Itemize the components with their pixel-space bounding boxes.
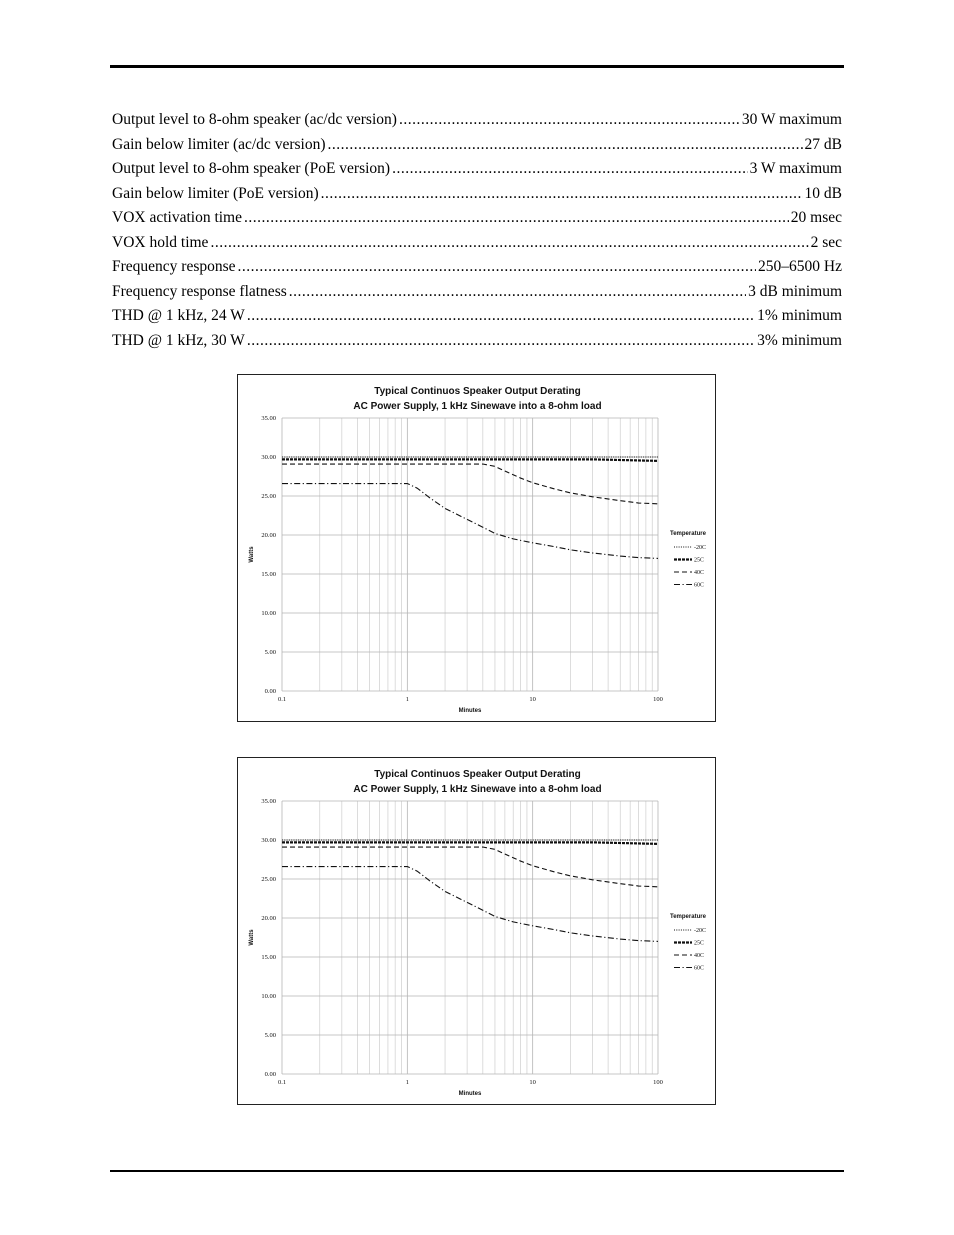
- legend-entry: 40C: [694, 953, 705, 959]
- y-tick-label: 0.00: [264, 688, 276, 696]
- chart-svg: [238, 758, 715, 1104]
- chart-title: Typical Continuos Speaker Output Derating: [374, 769, 581, 780]
- spec-list: [112, 108, 842, 353]
- spec-row: [112, 329, 842, 354]
- spec-label: VOX hold time: [112, 233, 209, 251]
- dot-leader: [247, 329, 755, 354]
- chart-svg: [238, 375, 715, 721]
- series-line-40c: [282, 464, 658, 504]
- spec-label: Output level to 8-ohm speaker (PoE version): [112, 160, 391, 177]
- spec-row: [112, 206, 842, 231]
- spec-label: Gain below limiter (ac/dc version): [112, 135, 326, 153]
- dot-leader: [244, 206, 789, 231]
- legend-entry: -20C: [694, 545, 706, 551]
- spec-value: 250–6500 Hz: [758, 258, 842, 275]
- legend-entry: 25C: [694, 557, 705, 564]
- y-tick-label: 15.00: [261, 571, 276, 579]
- legend-entry: -20C: [694, 928, 706, 934]
- x-tick-label: 0.1: [277, 696, 287, 703]
- x-axis-label: Minutes: [458, 708, 482, 714]
- y-tick-label: 35.00: [261, 415, 276, 423]
- x-tick-label: 0.1: [277, 1079, 287, 1086]
- y-tick-label: 20.00: [261, 915, 276, 923]
- x-tick-label: 10: [529, 696, 536, 703]
- spec-value: 2 sec: [810, 233, 842, 251]
- chart-title: Typical Continuos Speaker Output Derating: [374, 386, 581, 397]
- dot-leader: [247, 304, 755, 329]
- spec-value: 3 W maximum: [749, 160, 842, 177]
- x-tick-label: 1: [405, 1079, 409, 1086]
- legend-entry: 25C: [694, 940, 705, 947]
- x-tick-label: 10: [529, 1079, 536, 1086]
- series-line-40c: [282, 847, 658, 887]
- spec-label: VOX activation time: [112, 209, 242, 226]
- y-tick-label: 30.00: [261, 454, 276, 462]
- y-tick-label: 20.00: [261, 532, 276, 540]
- y-tick-label: 25.00: [261, 493, 276, 501]
- legend-entry: 40C: [694, 570, 705, 576]
- legend-entry: 60C: [694, 582, 705, 589]
- spec-value: 30 W maximum: [741, 111, 842, 128]
- spec-label: THD @ 1 kHz, 24 W: [112, 307, 245, 324]
- spec-value: 20 msec: [790, 209, 842, 226]
- y-tick-label: 15.00: [261, 954, 276, 962]
- spec-row: [112, 255, 842, 280]
- spec-value: 1% minimum: [757, 307, 842, 324]
- legend-title: Temperature: [670, 914, 706, 920]
- spec-label: Frequency response: [112, 258, 236, 275]
- spec-row: [112, 280, 842, 305]
- spec-label: Frequency response flatness: [112, 282, 287, 300]
- y-tick-label: 5.00: [264, 1032, 276, 1040]
- y-tick-label: 10.00: [261, 610, 276, 618]
- y-tick-label: 35.00: [261, 798, 276, 806]
- dot-leader: [392, 157, 747, 182]
- x-axis-label: Minutes: [458, 1091, 482, 1097]
- spec-label: THD @ 1 kHz, 30 W: [112, 331, 245, 349]
- spec-row: [112, 304, 842, 329]
- spec-row: [112, 133, 842, 158]
- spec-row: [112, 182, 842, 207]
- y-tick-label: 0.00: [264, 1071, 276, 1079]
- dot-leader: [327, 133, 802, 158]
- dot-leader: [210, 231, 808, 256]
- y-axis-label: Watts: [249, 546, 255, 563]
- y-axis-label: Watts: [249, 929, 255, 946]
- spec-value: 3 dB minimum: [748, 282, 842, 300]
- y-tick-label: 30.00: [261, 837, 276, 845]
- dot-leader: [238, 255, 757, 280]
- dot-leader: [399, 108, 740, 133]
- derating-chart-2: [237, 757, 716, 1105]
- series-line-25c: [282, 459, 658, 461]
- chart-subtitle: AC Power Supply, 1 kHz Sinewave into a 8-ohm load: [353, 401, 602, 412]
- y-tick-label: 25.00: [261, 876, 276, 884]
- series-line-25c: [282, 842, 658, 844]
- legend-title: Temperature: [670, 531, 706, 537]
- derating-chart-1: [237, 374, 716, 722]
- footer-rule: [110, 1170, 844, 1172]
- legend-entry: 60C: [694, 965, 705, 972]
- y-tick-label: 5.00: [264, 649, 276, 657]
- chart-subtitle: AC Power Supply, 1 kHz Sinewave into a 8-ohm load: [353, 784, 602, 795]
- series-line-60c: [282, 867, 658, 942]
- spec-row: [112, 108, 842, 133]
- y-tick-label: 10.00: [261, 993, 276, 1001]
- x-tick-label: 100: [653, 696, 663, 703]
- dot-leader: [321, 182, 803, 207]
- x-tick-label: 1: [405, 696, 409, 703]
- spec-row: [112, 157, 842, 182]
- spec-row: [112, 231, 842, 256]
- spec-label: Output level to 8-ohm speaker (ac/dc version): [112, 111, 397, 128]
- spec-label: Gain below limiter (PoE version): [112, 184, 319, 202]
- x-tick-label: 100: [653, 1079, 663, 1086]
- dot-leader: [289, 280, 746, 305]
- header-rule: [110, 65, 844, 68]
- series-line-60c: [282, 484, 658, 559]
- spec-value: 10 dB: [804, 184, 842, 202]
- spec-value: 3% minimum: [757, 331, 842, 349]
- spec-value: 27 dB: [804, 135, 842, 153]
